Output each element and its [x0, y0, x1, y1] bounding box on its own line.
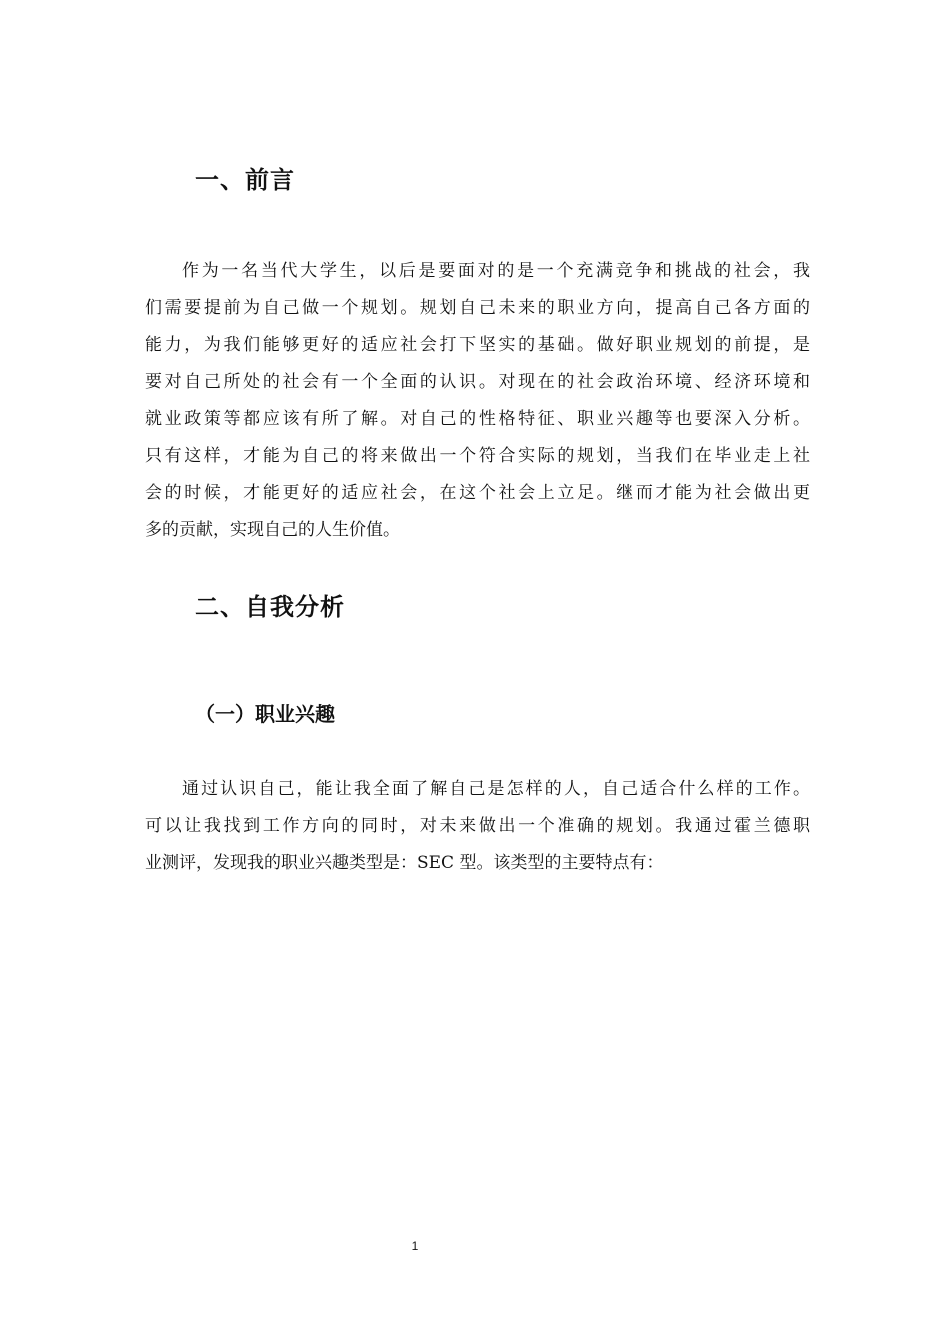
paragraph-line: 就业政策等都应该有所了解。对自己的性格特征、职业兴趣等也要深入分析。	[145, 409, 810, 429]
paragraph-line: 业测评，发现我的职业兴趣类型是：SEC 型。该类型的主要特点有：	[145, 853, 664, 873]
paragraph-line: 通过认识自己，能让我全面了解自己是怎样的人，自己适合什么样的工作。	[182, 779, 810, 799]
paragraph-line: 能力，为我们能够更好的适应社会打下坚实的基础。做好职业规划的前提，是	[145, 335, 810, 355]
section-heading-preface: 一、前言	[195, 166, 295, 194]
career-interest-paragraph	[145, 771, 810, 882]
section-heading-self-analysis: 二、自我分析	[195, 593, 345, 621]
paragraph-line: 要对自己所处的社会有一个全面的认识。对现在的社会政治环境、经济环境和	[145, 372, 810, 392]
paragraph-line: 会的时候，才能更好的适应社会，在这个社会上立足。继而才能为社会做出更	[145, 483, 810, 503]
paragraph-line: 可以让我找到工作方向的同时，对未来做出一个准确的规划。我通过霍兰德职	[145, 816, 810, 836]
preface-paragraph	[145, 253, 810, 549]
page-number: 1	[411, 1239, 419, 1253]
paragraph-line: 只有这样，才能为自己的将来做出一个符合实际的规划，当我们在毕业走上社	[145, 446, 810, 466]
paragraph-line: 们需要提前为自己做一个规划。规划自己未来的职业方向，提高自己各方面的	[145, 298, 810, 318]
paragraph-line: 作为一名当代大学生，以后是要面对的是一个充满竞争和挑战的社会，我	[182, 261, 810, 281]
paragraph-line: 多的贡献，实现自己的人生价值。	[145, 520, 400, 540]
subsection-heading-career-interest: （一）职业兴趣	[195, 702, 335, 726]
